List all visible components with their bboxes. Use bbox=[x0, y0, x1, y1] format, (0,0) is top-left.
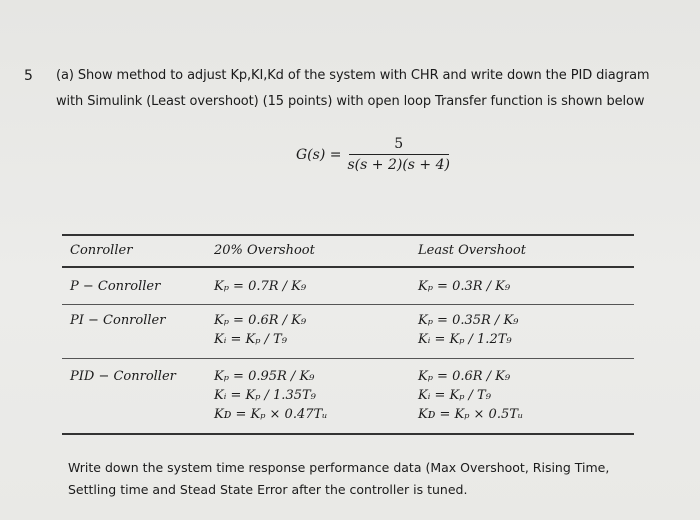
row-pid-least-ki: Kᵢ = Kₚ / T₉ bbox=[418, 388, 491, 403]
equation-lhs: G(s) = bbox=[296, 146, 342, 163]
instruction-line-1: Write down the system time response performance data (Max Overshoot, Rising Time, bbox=[68, 460, 610, 475]
instruction-line-2: Settling time and Stead State Error after the controller is tuned. bbox=[68, 482, 468, 497]
header-least-overshoot: Least Overshoot bbox=[418, 243, 526, 258]
equation-fraction bbox=[347, 136, 449, 173]
header-20-overshoot: 20% Overshoot bbox=[214, 243, 315, 258]
transfer-function-equation bbox=[296, 136, 450, 173]
table-top-rule bbox=[62, 234, 634, 236]
row-rule-2 bbox=[62, 358, 634, 359]
equation-numerator: 5 bbox=[394, 136, 404, 152]
row-p-least-kp: Kₚ = 0.3R / K₉ bbox=[418, 279, 511, 294]
row-pi-20-ki: Kᵢ = Kₚ / T₉ bbox=[214, 332, 287, 347]
question-number: 5 bbox=[24, 68, 33, 84]
row-pi-20-kp: Kₚ = 0.6R / K₉ bbox=[214, 313, 307, 328]
row-p-controller: P − Conroller bbox=[70, 279, 161, 294]
row-pi-least-ki: Kᵢ = Kₚ / 1.2T₉ bbox=[418, 332, 512, 347]
row-p-20-kp: Kₚ = 0.7R / K₉ bbox=[214, 279, 307, 294]
row-pid-controller: PID − Conroller bbox=[70, 369, 176, 384]
row-rule-1 bbox=[62, 304, 634, 305]
row-pid-20-ki: Kᵢ = Kₚ / 1.35T₉ bbox=[214, 388, 316, 403]
row-pid-20-kd: Kᴅ = Kₚ × 0.47Tᵤ bbox=[214, 407, 328, 422]
equation-denominator: s(s + 2)(s + 4) bbox=[347, 157, 450, 173]
row-pid-20-kp: Kₚ = 0.95R / K₉ bbox=[214, 369, 315, 384]
question-text-line-2: with Simulink (Least overshoot) (15 points) with open loop Transfer function is shown below bbox=[56, 94, 645, 109]
header-rule bbox=[62, 266, 634, 268]
question-text-line-1: (a) Show method to adjust Kp,KI,Kd of the system with CHR and write down the PID diagram bbox=[56, 68, 650, 83]
row-pi-controller: PI − Conroller bbox=[70, 313, 166, 328]
table-bottom-rule bbox=[62, 433, 634, 435]
chr-tuning-table bbox=[62, 232, 634, 438]
row-pi-least-kp: Kₚ = 0.35R / K₉ bbox=[418, 313, 519, 328]
row-pid-least-kd: Kᴅ = Kₚ × 0.5Tᵤ bbox=[418, 407, 524, 422]
row-pid-least-kp: Kₚ = 0.6R / K₉ bbox=[418, 369, 511, 384]
header-controller: Conroller bbox=[70, 243, 133, 258]
